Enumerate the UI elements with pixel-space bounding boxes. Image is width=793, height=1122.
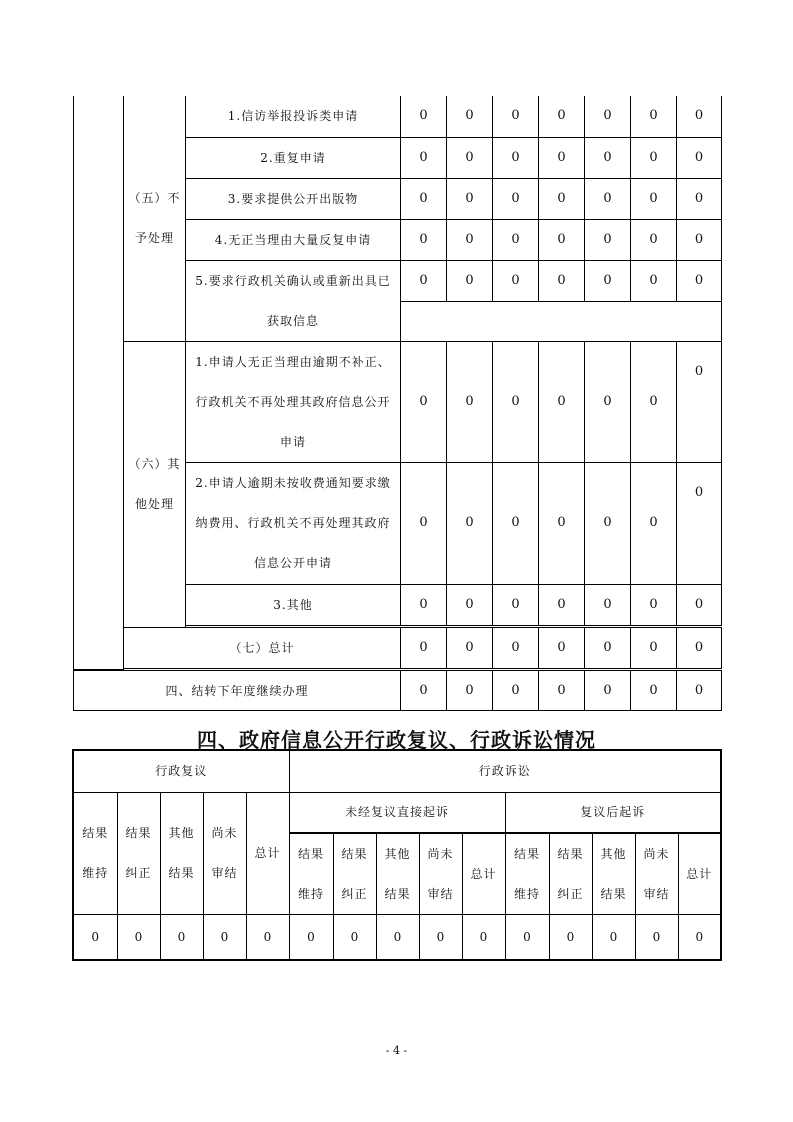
cell-value: 0 xyxy=(401,137,447,178)
cell-value: 0 xyxy=(677,462,722,584)
cell-value: 0 xyxy=(585,178,631,219)
cell-value: 0 xyxy=(678,914,721,960)
litigation-header: 行政诉讼 xyxy=(289,750,721,792)
cell-value: 0 xyxy=(631,627,677,668)
cell-value: 0 xyxy=(631,260,677,301)
cell-value: 0 xyxy=(401,584,447,625)
cell-value: 0 xyxy=(447,341,493,462)
row-label: 4.无正当理由大量反复申请 xyxy=(186,219,401,260)
cell-value: 0 xyxy=(585,219,631,260)
cell-value: 0 xyxy=(585,584,631,625)
cell-value: 0 xyxy=(539,260,585,301)
cell-value: 0 xyxy=(401,260,447,301)
cell-value: 0 xyxy=(401,341,447,462)
cell-value: 0 xyxy=(592,914,635,960)
cell-value: 0 xyxy=(203,914,246,960)
cell-value: 0 xyxy=(246,914,289,960)
col-label: 其他结果 xyxy=(592,833,635,914)
col-label: 尚未审结 xyxy=(635,833,678,914)
outer-left-cell xyxy=(74,96,124,670)
col-label: 结果纠正 xyxy=(333,833,376,914)
cell-value: 0 xyxy=(677,341,722,462)
cell-value: 0 xyxy=(401,96,447,137)
col-label: 尚未审结 xyxy=(419,833,462,914)
cell-value: 0 xyxy=(539,462,585,584)
cell-value: 0 xyxy=(447,584,493,625)
group6-label: （六）其他处理 xyxy=(124,341,186,627)
cell-value: 0 xyxy=(447,260,493,301)
cell-value: 0 xyxy=(401,462,447,584)
cell-value: 0 xyxy=(635,914,678,960)
cell-value: 0 xyxy=(493,137,539,178)
page-number: - 4 - xyxy=(385,1044,408,1057)
cell-value: 0 xyxy=(447,178,493,219)
col-label: 结果纠正 xyxy=(117,792,160,914)
table-row xyxy=(74,671,722,711)
cell-value: 0 xyxy=(539,627,585,668)
col-label: 总计 xyxy=(462,833,505,914)
cell-value: 0 xyxy=(401,219,447,260)
carryover-label: 四、结转下年度继续办理 xyxy=(74,671,401,711)
row-label: 1.信访举报投诉类申请 xyxy=(186,96,401,137)
col-label: 其他结果 xyxy=(160,792,203,914)
row-label: 5.要求行政机关确认或重新出具已获取信息 xyxy=(186,260,401,341)
cell-value: 0 xyxy=(677,219,722,260)
cell-value: 0 xyxy=(631,341,677,462)
cell-value: 0 xyxy=(631,671,677,711)
cell-value: 0 xyxy=(631,462,677,584)
table-row xyxy=(73,914,721,960)
cell-value: 0 xyxy=(539,341,585,462)
table-row xyxy=(73,792,721,832)
cell-value: 0 xyxy=(447,137,493,178)
col-label: 总计 xyxy=(678,833,721,914)
cell-value: 0 xyxy=(539,219,585,260)
cell-value: 0 xyxy=(376,914,419,960)
col-label: 结果维持 xyxy=(505,833,549,914)
col-label: 结果维持 xyxy=(73,792,117,914)
col-label: 总计 xyxy=(246,792,289,914)
cell-value: 0 xyxy=(401,178,447,219)
cell-value: 0 xyxy=(631,178,677,219)
col-label: 尚未审结 xyxy=(203,792,246,914)
after-review-header: 复议后起诉 xyxy=(505,792,721,832)
cell-value: 0 xyxy=(117,914,160,960)
row-label: 3.要求提供公开出版物 xyxy=(186,178,401,219)
cell-value: 0 xyxy=(549,914,592,960)
cell-value: 0 xyxy=(289,914,333,960)
total-label: （七）总计 xyxy=(124,627,401,668)
cell-value: 0 xyxy=(677,260,722,301)
cell-value: 0 xyxy=(677,627,722,668)
table-row xyxy=(73,750,721,792)
table-row xyxy=(74,627,722,668)
cell-value: 0 xyxy=(585,462,631,584)
table-row xyxy=(74,96,722,137)
row-label: 1.申请人无正当理由逾期不补正、行政机关不再处理其政府信息公开申请 xyxy=(186,341,401,462)
cell-value: 0 xyxy=(401,627,447,668)
cell-value: 0 xyxy=(493,260,539,301)
cell-value: 0 xyxy=(447,219,493,260)
cell-value: 0 xyxy=(677,178,722,219)
cell-value: 0 xyxy=(631,137,677,178)
table-row xyxy=(74,341,722,462)
direct-header: 未经复议直接起诉 xyxy=(289,792,505,832)
cell-value: 0 xyxy=(447,671,493,711)
cell-value: 0 xyxy=(539,178,585,219)
cell-value: 0 xyxy=(493,671,539,711)
section-heading: 四、政府信息公开行政复议、行政诉讼情况 xyxy=(197,728,596,752)
cell-value: 0 xyxy=(447,96,493,137)
cell-value: 0 xyxy=(677,671,722,711)
cell-value: 0 xyxy=(585,671,631,711)
cell-value: 0 xyxy=(585,137,631,178)
cell-value: 0 xyxy=(585,260,631,301)
cell-value: 0 xyxy=(493,219,539,260)
cell-value: 0 xyxy=(493,341,539,462)
cell-value: 0 xyxy=(493,178,539,219)
col-label: 其他结果 xyxy=(376,833,419,914)
cell-value: 0 xyxy=(631,584,677,625)
cell-value: 0 xyxy=(585,627,631,668)
review-header: 行政复议 xyxy=(73,750,289,792)
cell-value: 0 xyxy=(333,914,376,960)
cell-value: 0 xyxy=(631,96,677,137)
col-label: 结果维持 xyxy=(289,833,333,914)
cell-value: 0 xyxy=(505,914,549,960)
cell-value: 0 xyxy=(585,96,631,137)
cell-value: 0 xyxy=(160,914,203,960)
cell-value: 0 xyxy=(539,584,585,625)
cell-value: 0 xyxy=(73,914,117,960)
cell-value: 0 xyxy=(677,137,722,178)
cell-value: 0 xyxy=(493,627,539,668)
cell-value: 0 xyxy=(677,584,722,625)
cell-value: 0 xyxy=(539,671,585,711)
row-label: 2.重复申请 xyxy=(186,137,401,178)
cell-value: 0 xyxy=(585,341,631,462)
cell-value: 0 xyxy=(401,671,447,711)
cell-value: 0 xyxy=(447,627,493,668)
review-litigation-table xyxy=(72,749,722,961)
spacer-cell xyxy=(401,301,722,341)
col-label: 结果纠正 xyxy=(549,833,592,914)
cell-value: 0 xyxy=(677,96,722,137)
cell-value: 0 xyxy=(631,219,677,260)
group5-label: （五）不予处理 xyxy=(124,96,186,341)
cell-value: 0 xyxy=(539,96,585,137)
cell-value: 0 xyxy=(539,137,585,178)
application-handling-table xyxy=(73,96,722,711)
cell-value: 0 xyxy=(493,462,539,584)
cell-value: 0 xyxy=(419,914,462,960)
cell-value: 0 xyxy=(493,584,539,625)
cell-value: 0 xyxy=(462,914,505,960)
row-label: 3.其他 xyxy=(186,584,401,625)
row-label: 2.申请人逾期未按收费通知要求缴纳费用、行政机关不再处理其政府信息公开申请 xyxy=(186,462,401,584)
cell-value: 0 xyxy=(447,462,493,584)
cell-value: 0 xyxy=(493,96,539,137)
